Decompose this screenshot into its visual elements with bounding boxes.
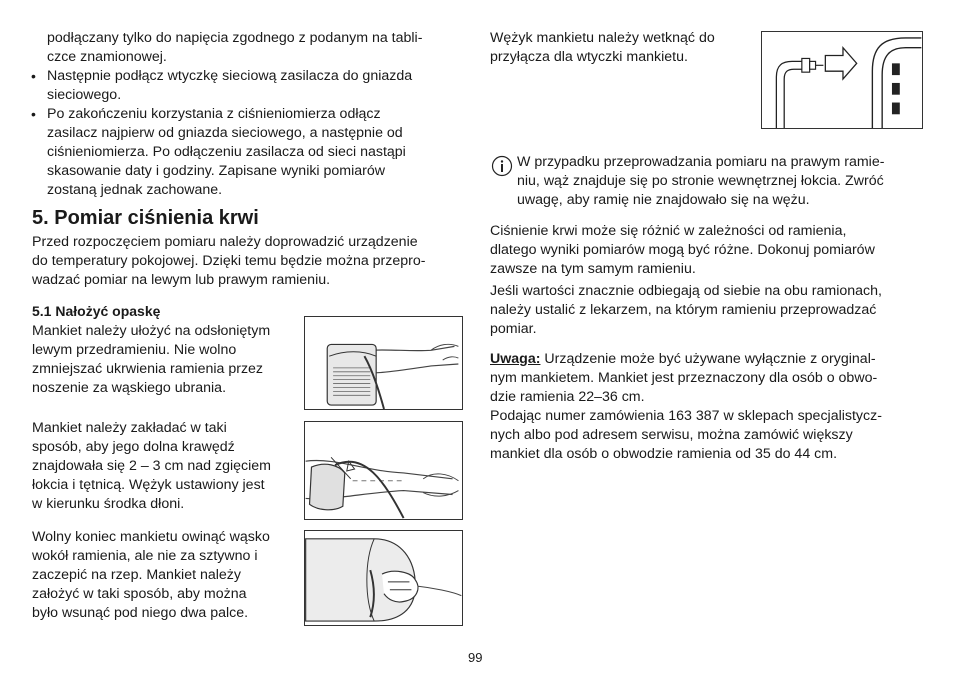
bullet-2-line-3: ciśnieniomierza. Po odłączeniu zasilacza od sieci nastąpi bbox=[47, 144, 406, 160]
para2-line-5: w kierunku środka dłoni. bbox=[32, 496, 185, 512]
section-intro-line-1: Przed rozpoczęciem pomiaru należy doprowadzić urządzenie bbox=[32, 234, 418, 250]
note-line-4: Podając numer zamówienia 163 387 w sklepach specjalistycz- bbox=[490, 408, 882, 424]
para3-line-4: założyć w taki sposób, aby można bbox=[32, 586, 247, 602]
intro-line-2: czce znamionowej. bbox=[47, 49, 167, 65]
pressure-line-2: dlatego wyniki pomiarów mogą być różne. Dokonuj pomiarów bbox=[490, 242, 875, 258]
info-line-2: niu, wąż znajduje się po stronie wewnętrznej łokcia. Zwróć bbox=[517, 173, 884, 189]
figure-cuff-position-drawing bbox=[305, 422, 462, 519]
pressure-line-3: zawsze na tym samym ramieniu. bbox=[490, 261, 696, 277]
para3-line-1: Wolny koniec mankietu owinąć wąsko bbox=[32, 529, 270, 545]
para2-line-4: łokcia i tętnicą. Wężyk ustawiony jest bbox=[32, 477, 265, 493]
section-intro-line-3: wadzać pomiar na lewym lub prawym ramieniu. bbox=[32, 272, 331, 288]
figure-cuff-connector bbox=[761, 31, 923, 129]
figure-cuff-wrap-drawing bbox=[305, 531, 462, 625]
note-line-3: dzie ramienia 22–36 cm. bbox=[490, 389, 645, 405]
bullet-symbol: • bbox=[31, 68, 36, 84]
section-intro-line-2: do temperatury pokojowej. Dzięki temu będzie można przepro- bbox=[32, 253, 426, 269]
note-label: Uwaga: bbox=[490, 351, 541, 367]
bullet-1-line-2: sieciowego. bbox=[47, 87, 122, 103]
para3-line-5: było wsunąć pod niego dwa palce. bbox=[32, 605, 249, 621]
para1-line-1: Mankiet należy ułożyć na odsłoniętym bbox=[32, 323, 271, 339]
note-line-2: nym mankietem. Mankiet jest przeznaczony dla osób o obwo- bbox=[490, 370, 878, 386]
pressure-line-6: pomiar. bbox=[490, 321, 537, 337]
note-line-6: mankiet dla osób o obwodzie ramienia od 35 do 44 cm. bbox=[490, 446, 838, 462]
para1-line-4: noszenie za wąskiego ubrania. bbox=[32, 380, 227, 396]
info-line-3: uwagę, aby ramię nie znajdowało się na wężu. bbox=[517, 192, 810, 208]
pressure-line-1: Ciśnienie krwi może się różnić w zależności od ramienia, bbox=[490, 223, 847, 239]
para3-line-3: zaczepić na rzep. Mankiet należy bbox=[32, 567, 241, 583]
connector-text-line-2: przyłącza dla wtyczki mankietu. bbox=[490, 49, 688, 65]
figure-cuff-wrap bbox=[304, 530, 463, 626]
figure-cuff-placement-drawing bbox=[305, 317, 462, 409]
bullet-2-line-1: Po zakończeniu korzystania z ciśnieniomierza odłącz bbox=[47, 106, 381, 122]
connector-text-line-1: Wężyk mankietu należy wetknąć do bbox=[490, 30, 715, 46]
intro-line-1: podłączany tylko do napięcia zgodnego z podanym na tabli- bbox=[47, 30, 423, 46]
page-number: 99 bbox=[468, 650, 483, 665]
note-line-1 bbox=[490, 350, 876, 369]
subsection-title: 5.1 Nałożyć opaskę bbox=[32, 303, 161, 319]
bullet-2-line-4: skasowanie daty i godziny. Zapisane wyniki pomiarów bbox=[47, 163, 386, 179]
section-title: 5. Pomiar ciśnienia krwi bbox=[32, 207, 259, 229]
note-line-5: nych albo pod adresem serwisu, można zamówić większy bbox=[490, 427, 853, 443]
bullet-2-line-2: zasilacz najpierw od gniazda sieciowego, a następnie od bbox=[47, 125, 403, 141]
figure-cuff-connector-drawing bbox=[762, 32, 922, 128]
figure-cuff-placement bbox=[304, 316, 463, 410]
para3-line-2: wokół ramienia, ale nie za sztywno i bbox=[32, 548, 258, 564]
bullet-2-line-5: zostaną jednak zachowane. bbox=[47, 182, 223, 198]
bullet-1-line-1: Następnie podłącz wtyczkę sieciową zasilacza do gniazda bbox=[47, 68, 413, 84]
para2-line-3: znajdowała się 2 – 3 cm nad zgięciem bbox=[32, 458, 271, 474]
para2-line-1: Mankiet należy zakładać w taki bbox=[32, 420, 227, 436]
para1-line-3: zmniejszać ukrwienia ramienia przez bbox=[32, 361, 264, 377]
pressure-line-5: należy ustalić z lekarzem, na którym ramieniu przeprowadzać bbox=[490, 302, 877, 318]
bullet-symbol: • bbox=[31, 106, 36, 122]
para2-line-2: sposób, aby jego dolna krawędź bbox=[32, 439, 235, 455]
para1-line-2: lewym przedramieniu. Nie wolno bbox=[32, 342, 237, 358]
note-first-rest: Urządzenie może być używane wyłącznie z oryginal- bbox=[540, 351, 876, 367]
info-icon bbox=[491, 155, 513, 177]
info-line-1: W przypadku przeprowadzania pomiaru na prawym ramie- bbox=[517, 154, 885, 170]
figure-cuff-position bbox=[304, 421, 463, 520]
pressure-line-4: Jeśli wartości znacznie odbiegają od siebie na obu ramionach, bbox=[490, 283, 882, 299]
